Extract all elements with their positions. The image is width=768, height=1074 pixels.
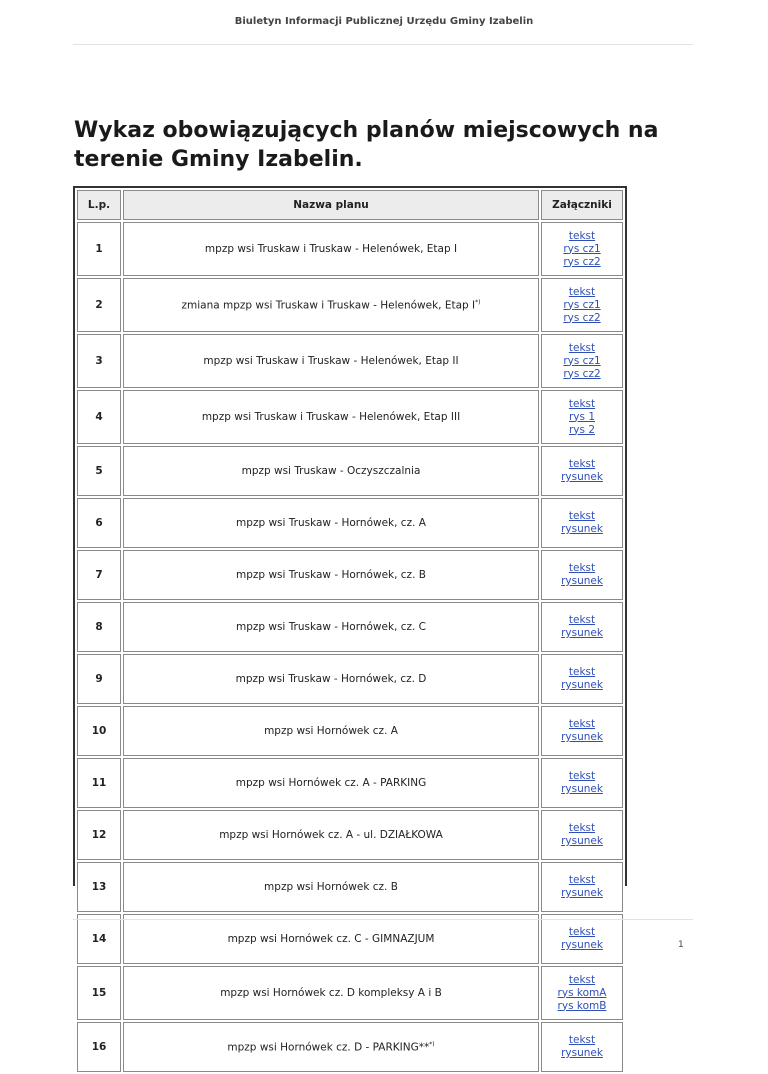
attachment-link[interactable]: tekst [568,341,596,354]
plan-name: mpzp wsi Truskaw - Hornówek, cz. D [235,673,427,685]
table-row [77,278,623,332]
row-number: 13 [77,862,121,912]
attachments-cell [541,862,623,912]
plan-name: mpzp wsi Truskaw - Hornówek, cz. A [236,517,426,529]
row-number: 2 [77,278,121,332]
plan-name-cell [123,498,539,548]
plan-name-cell [123,758,539,808]
attachment-link[interactable]: rysunek [561,835,603,847]
row-number: 6 [77,498,121,548]
attachment-link[interactable]: rys cz1 [563,354,601,367]
plan-name-cell [123,862,539,912]
plan-name: mpzp wsi Truskaw - Hornówek, cz. C [235,621,427,633]
table-header-row [77,190,623,220]
attachment-link[interactable]: tekst [568,562,596,574]
table-row [77,446,623,496]
plan-name-cell [123,810,539,860]
attachments-cell [541,706,623,756]
attachments-cell [541,810,623,860]
attachment-link[interactable]: tekst [568,229,596,242]
plan-name: mpzp wsi Truskaw i Truskaw - Helenówek, Etap I [204,243,458,255]
plan-name: mpzp wsi Truskaw - Hornówek, cz. B [236,569,426,581]
row-number: 15 [77,966,121,1020]
table-row [77,334,623,388]
table-row [77,654,623,704]
plan-name: mpzp wsi Hornówek cz. A - PARKING [235,777,427,789]
plan-name: zmiana mpzp wsi Truskaw i Truskaw - Helenówek, Etap I [181,299,476,312]
site-title: Biuletyn Informacji Publicznej Urzędu Gminy Izabelin [234,16,534,27]
table-row [77,550,623,600]
table-row [77,966,623,1020]
page-number: 1 [678,940,684,950]
plan-name-cell [123,334,539,388]
attachments-cell [541,1022,623,1072]
attachment-link[interactable]: rys cz1 [563,298,601,311]
attachment-link[interactable]: rysunek [561,471,603,483]
row-number: 5 [77,446,121,496]
attachment-link[interactable]: tekst [568,397,596,410]
attachments-cell [541,222,623,276]
row-number: 12 [77,810,121,860]
table-body [77,222,623,1072]
attachment-link[interactable]: rys cz2 [563,311,601,324]
row-number: 14 [77,914,121,964]
row-number: 10 [77,706,121,756]
footer-divider [73,919,693,920]
attachment-link[interactable]: rys cz2 [563,367,601,380]
row-number: 9 [77,654,121,704]
footnote-mark: *) [429,1040,435,1048]
attachments-cell [541,550,623,600]
attachments-cell [541,446,623,496]
footnote-mark: *) [475,298,481,306]
attachment-link[interactable]: rysunek [561,939,603,951]
plan-name: mpzp wsi Truskaw - Oczyszczalnia [241,465,421,477]
attachments-cell [541,334,623,388]
attachment-link[interactable]: tekst [568,973,596,986]
table-row [77,498,623,548]
plan-name-cell [123,1022,539,1072]
header-divider [73,44,693,45]
attachments-cell [541,498,623,548]
attachment-link[interactable]: rysunek [561,679,603,691]
plan-name: mpzp wsi Hornówek cz. D kompleksy A i B [220,987,442,999]
table-row [77,810,623,860]
row-number: 1 [77,222,121,276]
attachment-link[interactable]: rysunek [561,731,603,743]
attachment-link[interactable]: rys 1 [568,410,596,423]
attachment-link[interactable]: rysunek [561,783,603,795]
table-row [77,222,623,276]
plans-table [75,188,625,1074]
attachment-link[interactable]: rysunek [561,627,603,639]
plan-name: mpzp wsi Truskaw i Truskaw - Helenówek, Etap III [201,411,461,423]
attachments-cell [541,914,623,964]
attachments-cell [541,278,623,332]
plan-name-cell [123,222,539,276]
row-number: 16 [77,1022,121,1072]
header-lp: L.p. [77,190,121,220]
plan-name-cell [123,602,539,652]
attachments-cell [541,758,623,808]
attachment-link[interactable]: rysunek [561,523,603,535]
attachments-cell [541,602,623,652]
attachment-link[interactable]: rysunek [561,887,603,899]
page-title: Wykaz obowiązujących planów miejscowych na terenie Gminy Izabelin. [74,118,659,172]
attachment-link[interactable]: rysunek [561,1047,603,1059]
attachment-link[interactable]: rysunek [561,575,603,587]
table-row [77,602,623,652]
plan-name-cell [123,278,539,332]
plan-name: mpzp wsi Truskaw i Truskaw - Helenówek, Etap II [203,355,459,367]
table-row [77,862,623,912]
attachments-cell [541,390,623,444]
attachment-link[interactable]: tekst [568,874,596,886]
plan-name: mpzp wsi Hornówek cz. A [264,725,398,737]
attachment-link[interactable]: tekst [568,285,596,298]
plan-name-cell [123,966,539,1020]
table-row [77,390,623,444]
table-row [77,706,623,756]
plan-name: mpzp wsi Hornówek cz. D - PARKING** [227,1041,430,1054]
row-number: 11 [77,758,121,808]
attachment-link[interactable]: tekst [568,770,596,782]
row-number: 8 [77,602,121,652]
attachment-link[interactable]: tekst [568,458,596,470]
row-number: 7 [77,550,121,600]
table-row [77,758,623,808]
row-number: 3 [77,334,121,388]
attachment-link[interactable]: rys cz1 [563,242,601,255]
attachments-cell [541,654,623,704]
table-row [77,914,623,964]
plan-name-cell [123,706,539,756]
attachment-link[interactable]: rys komA [557,986,607,999]
row-number: 4 [77,390,121,444]
attachment-link[interactable]: tekst [568,926,596,938]
attachment-link[interactable]: rys 2 [568,423,596,436]
plan-name-cell [123,446,539,496]
plan-name-cell [123,914,539,964]
header-plan-name: Nazwa planu [123,190,539,220]
plan-name: mpzp wsi Hornówek cz. A - ul. DZIAŁKOWA [219,829,443,841]
header-attachments: Załączniki [541,190,623,220]
attachment-link[interactable]: tekst [568,1034,596,1046]
attachment-link[interactable]: rys komB [557,999,607,1012]
attachment-link[interactable]: tekst [568,666,596,678]
plan-name-cell [123,390,539,444]
attachment-link[interactable]: tekst [568,510,596,522]
plan-name: mpzp wsi Hornówek cz. C - GIMNAZJUM [227,933,435,945]
attachments-cell [541,966,623,1020]
plan-name-cell [123,654,539,704]
table-row [77,1022,623,1072]
attachment-link[interactable]: tekst [568,614,596,626]
plans-table-container [73,186,627,1059]
plan-name-cell [123,550,539,600]
attachment-link[interactable]: tekst [568,822,596,834]
attachment-link[interactable]: tekst [568,718,596,730]
plan-name: mpzp wsi Hornówek cz. B [264,881,398,893]
attachment-link[interactable]: rys cz2 [563,255,601,268]
